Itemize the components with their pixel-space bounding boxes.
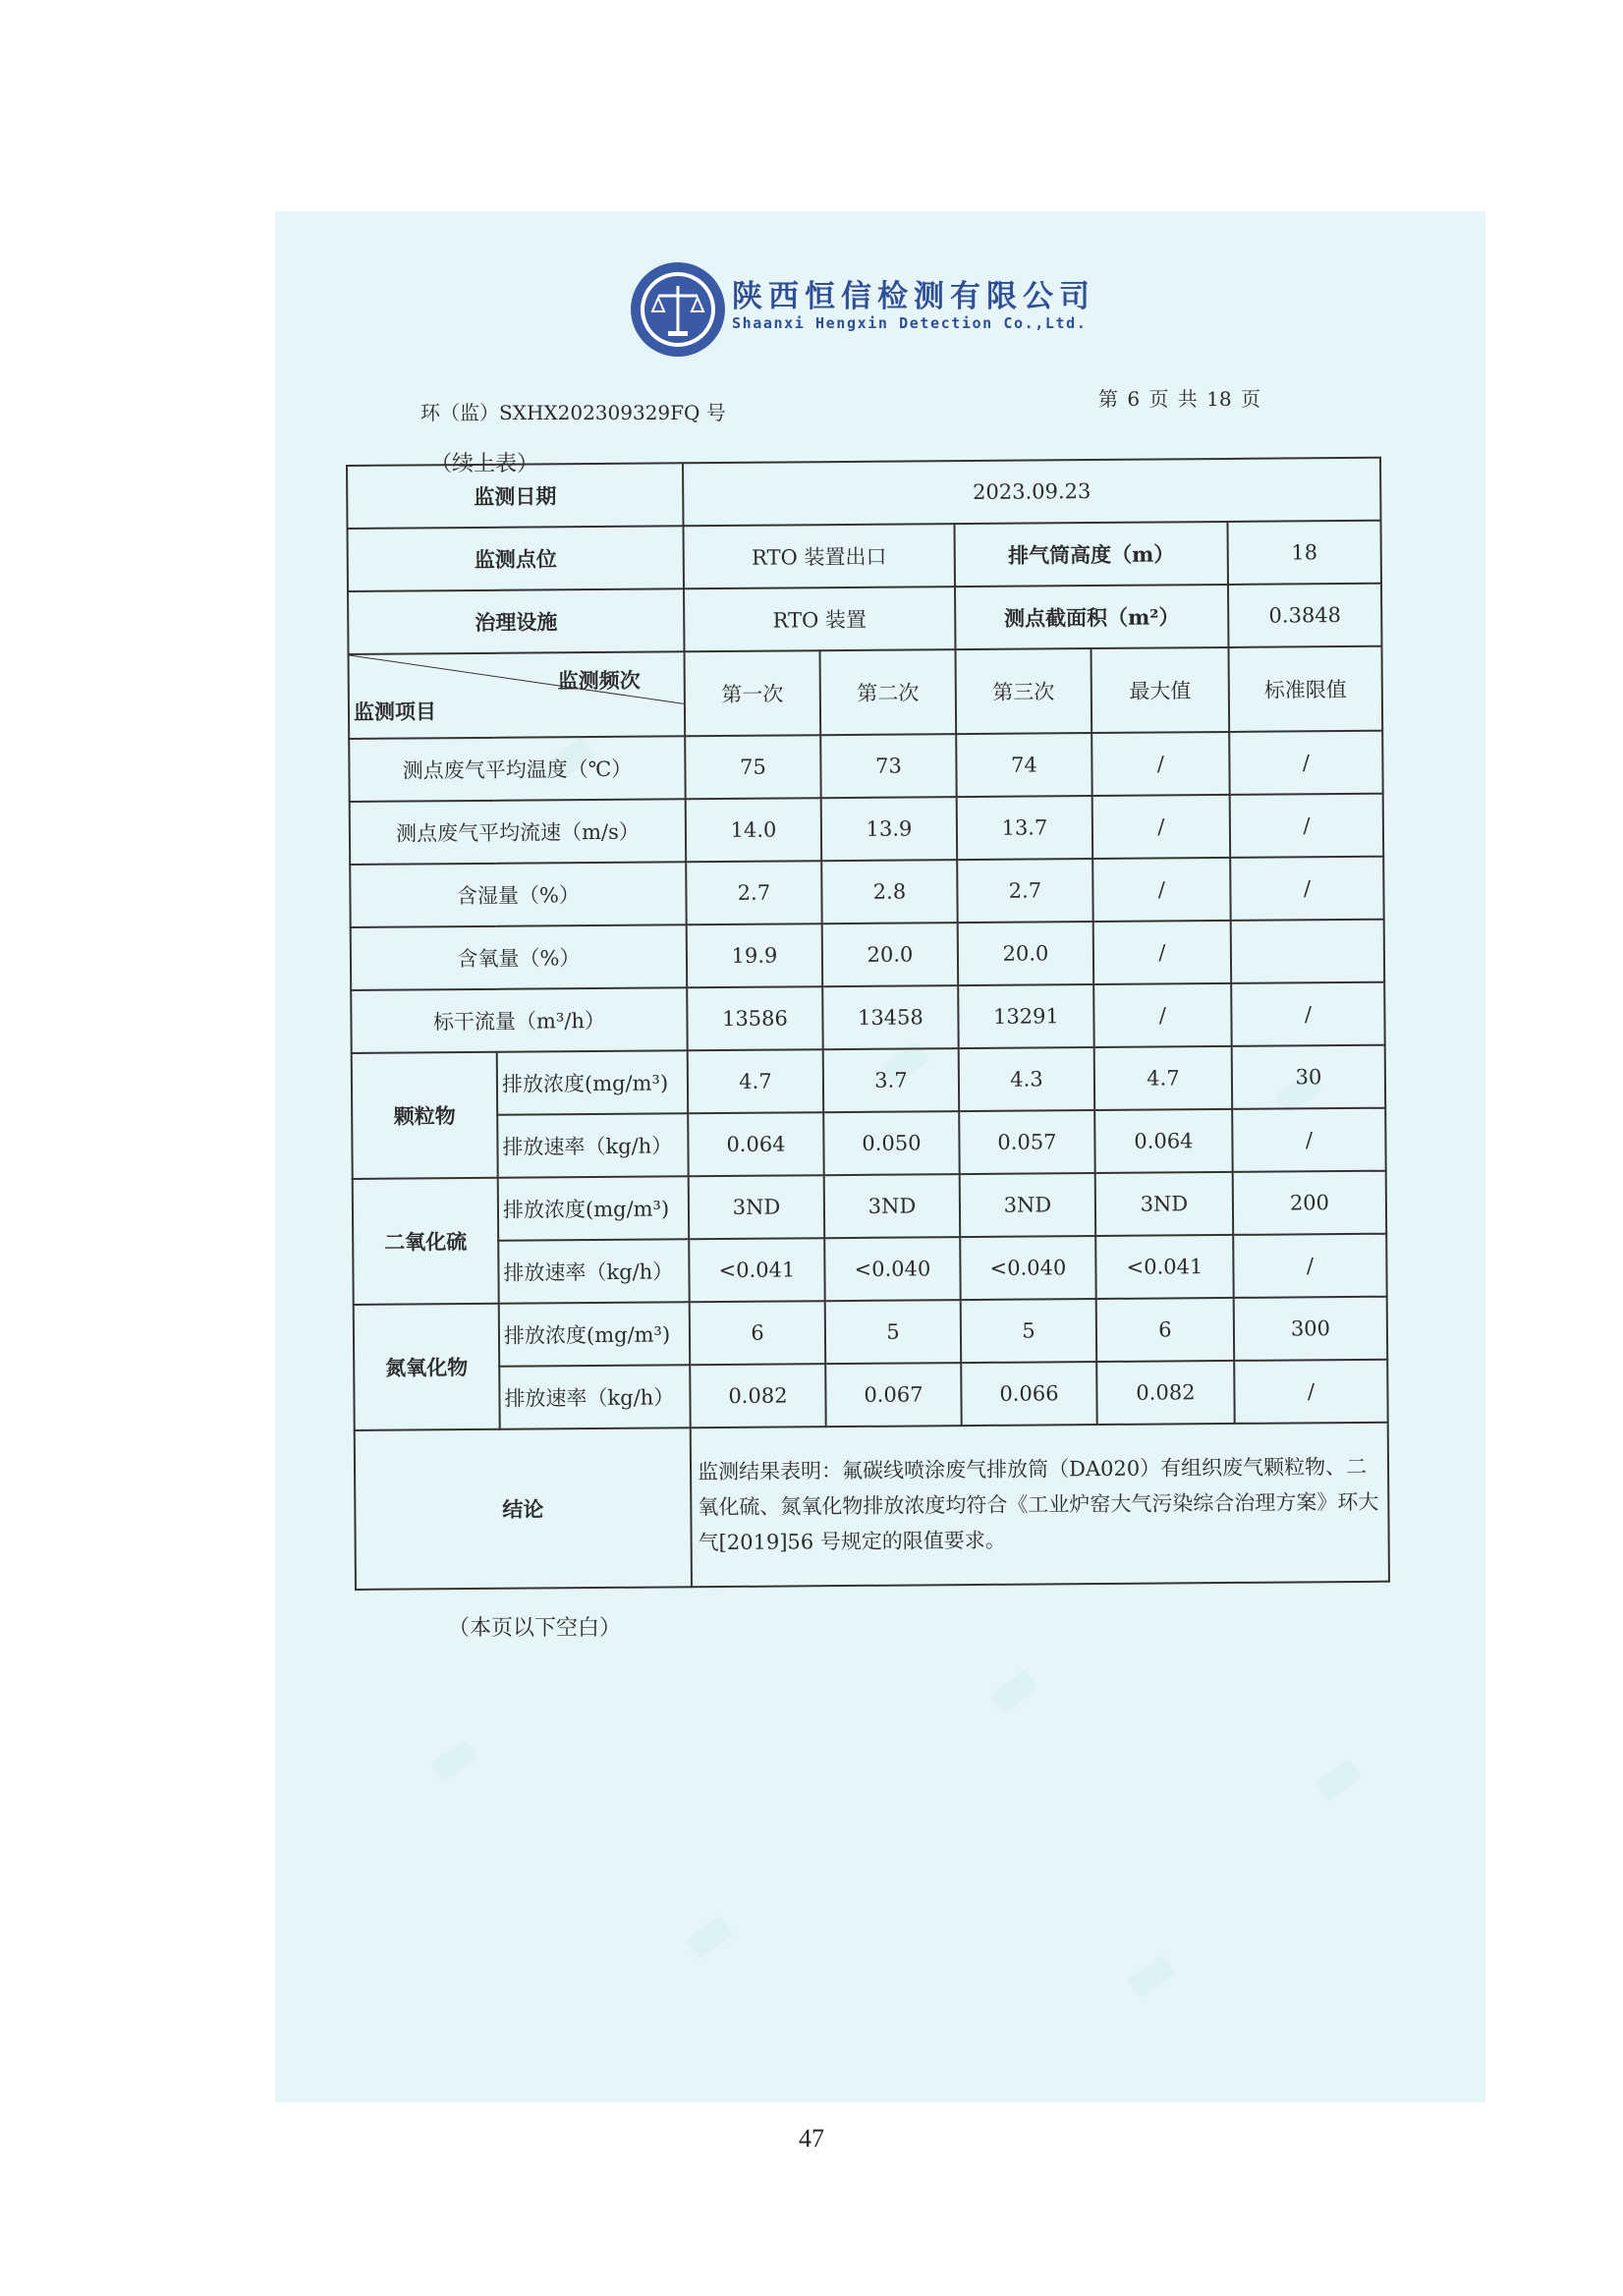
sub-label: 排放浓度(mg/m³) [497, 1050, 688, 1115]
sub-label: 排放速率（kg/h） [497, 1113, 688, 1178]
table-row [353, 1234, 1386, 1305]
date-label: 监测日期 [347, 463, 683, 529]
cell-second: 0.067 [825, 1363, 961, 1427]
stack-height-value: 18 [1227, 521, 1381, 585]
header-item: 监测项目 [353, 699, 437, 724]
table-row [354, 1360, 1387, 1430]
page-info: 第 6 页 共 18 页 [1098, 387, 1260, 411]
monitoring-table-wrapper [346, 457, 1388, 1591]
point-row [348, 521, 1381, 591]
cell-first: 2.7 [686, 861, 821, 924]
facility-row [348, 584, 1381, 654]
row-label: 含氧量（%） [351, 924, 687, 990]
point-label: 监测点位 [348, 526, 684, 591]
cell-third: 0.066 [961, 1362, 1096, 1426]
cell-limit: / [1233, 1234, 1387, 1298]
table-row [352, 1108, 1385, 1179]
sub-label: 排放浓度(mg/m³) [499, 1302, 690, 1367]
cell-second: 0.050 [823, 1111, 959, 1175]
company-name-en: Shaanxi Hengxin Detection Co.,Ltd. [732, 314, 1088, 332]
cell-third: 13291 [958, 984, 1093, 1048]
header-row [349, 646, 1383, 739]
date-row [347, 458, 1380, 529]
cell-second: 13458 [822, 985, 958, 1049]
cell-limit: 30 [1232, 1045, 1386, 1109]
report-number: 环（监）SXHX202309329FQ 号 [420, 401, 726, 424]
cell-third: 3ND [960, 1173, 1095, 1237]
cell-limit: 300 [1234, 1297, 1388, 1361]
cell-first: 14.0 [686, 798, 821, 862]
area-value: 0.3848 [1228, 584, 1382, 647]
cell-max: 6 [1096, 1298, 1234, 1362]
cell-second: <0.040 [824, 1237, 960, 1301]
cell-max: / [1091, 732, 1229, 796]
row-label: 含湿量（%） [350, 862, 686, 927]
cell-max: 0.082 [1096, 1361, 1234, 1425]
col-second: 第二次 [820, 649, 957, 735]
table-row [350, 857, 1383, 927]
row-label: 测点废气平均流速（m/s） [350, 799, 686, 865]
cell-third: 4.3 [959, 1047, 1094, 1111]
sub-label: 排放浓度(mg/m³) [498, 1176, 689, 1241]
cell-max: 4.7 [1094, 1046, 1232, 1110]
col-limit: 标准限值 [1228, 646, 1382, 732]
cell-third: 13.7 [957, 796, 1092, 860]
diagonal-header-cell [349, 651, 686, 739]
table-row [351, 920, 1384, 990]
cell-limit: 200 [1233, 1171, 1387, 1235]
cell-second: 3.7 [823, 1048, 959, 1112]
table-row [350, 794, 1383, 865]
cell-second: 5 [825, 1300, 961, 1364]
cell-max: / [1093, 983, 1231, 1047]
blank-note: （本页以下空白） [448, 1616, 622, 1641]
date-value: 2023.09.23 [683, 458, 1380, 527]
cell-first: <0.041 [689, 1238, 824, 1302]
cell-second: 3ND [824, 1174, 960, 1238]
cell-limit: / [1230, 857, 1384, 921]
cell-first: 4.7 [688, 1049, 823, 1113]
cell-limit [1231, 920, 1385, 983]
col-third: 第三次 [955, 648, 1091, 734]
header-frequency: 监测频次 [557, 667, 641, 694]
table-row [352, 1045, 1385, 1116]
group-label: 氮氧化物 [354, 1304, 500, 1430]
table-row [354, 1297, 1387, 1368]
cell-second: 2.8 [821, 860, 957, 924]
cell-second: 13.9 [821, 797, 957, 861]
cell-max: 0.064 [1094, 1109, 1232, 1173]
cell-limit: / [1230, 794, 1384, 858]
cell-limit: / [1229, 731, 1383, 795]
facility-value: RTO 装置 [684, 587, 955, 651]
sub-label: 排放速率（kg/h） [498, 1239, 689, 1304]
continued-label: （续上表） [430, 452, 539, 476]
cell-third: 2.7 [957, 859, 1092, 923]
cell-first: 75 [685, 735, 820, 799]
company-logo-icon [629, 260, 727, 359]
group-label: 颗粒物 [352, 1052, 498, 1179]
cell-first: 19.9 [687, 924, 822, 987]
area-label: 测点截面积（m²） [955, 585, 1228, 649]
cell-max: / [1092, 858, 1230, 922]
cell-second: 20.0 [822, 923, 958, 986]
company-name-cn: 陕西恒信检测有限公司 [732, 279, 1095, 314]
cell-third: 74 [956, 733, 1091, 797]
sub-label: 排放速率（kg/h） [499, 1365, 690, 1429]
cell-max: <0.041 [1095, 1235, 1233, 1299]
cell-max: / [1093, 921, 1231, 984]
cell-first: 6 [690, 1301, 825, 1365]
page-number: 47 [799, 2124, 824, 2153]
cell-limit: / [1234, 1360, 1388, 1424]
cell-first: 13586 [687, 986, 822, 1050]
table-row [351, 982, 1384, 1053]
cell-third: 20.0 [958, 922, 1093, 985]
cell-first: 0.082 [690, 1364, 825, 1428]
conclusion-label: 结论 [355, 1428, 692, 1590]
row-label: 标干流量（m³/h） [351, 987, 687, 1053]
row-label: 测点废气平均温度（℃） [349, 736, 685, 802]
cell-max: / [1092, 795, 1230, 859]
cell-third: 0.057 [959, 1110, 1094, 1174]
cell-third: 5 [961, 1299, 1096, 1363]
cell-first: 3ND [689, 1175, 824, 1239]
cell-max: 3ND [1095, 1172, 1233, 1236]
table-row [353, 1171, 1386, 1242]
monitoring-table [346, 457, 1390, 1591]
col-max: 最大值 [1091, 647, 1229, 733]
facility-label: 治理设施 [348, 588, 684, 654]
cell-limit: / [1231, 982, 1385, 1046]
stack-height-label: 排气筒高度（m） [954, 522, 1227, 587]
cell-first: 0.064 [688, 1112, 823, 1176]
conclusion-text: 监测结果表明：氟碳线喷涂废气排放筒（DA020）有组织废气颗粒物、二氧化硫、氮氧化物排放浓度均符合《工业炉窑大气污染综合治理方案》环大气[2019]56 号规定的限值要求。 [691, 1423, 1389, 1588]
table-row [349, 731, 1382, 802]
cell-limit: / [1232, 1108, 1386, 1172]
conclusion-row [355, 1423, 1389, 1590]
col-first: 第一次 [685, 650, 821, 736]
cell-second: 73 [820, 734, 956, 798]
group-label: 二氧化硫 [353, 1178, 499, 1305]
cell-third: <0.040 [960, 1236, 1095, 1300]
point-value: RTO 装置出口 [683, 524, 954, 588]
